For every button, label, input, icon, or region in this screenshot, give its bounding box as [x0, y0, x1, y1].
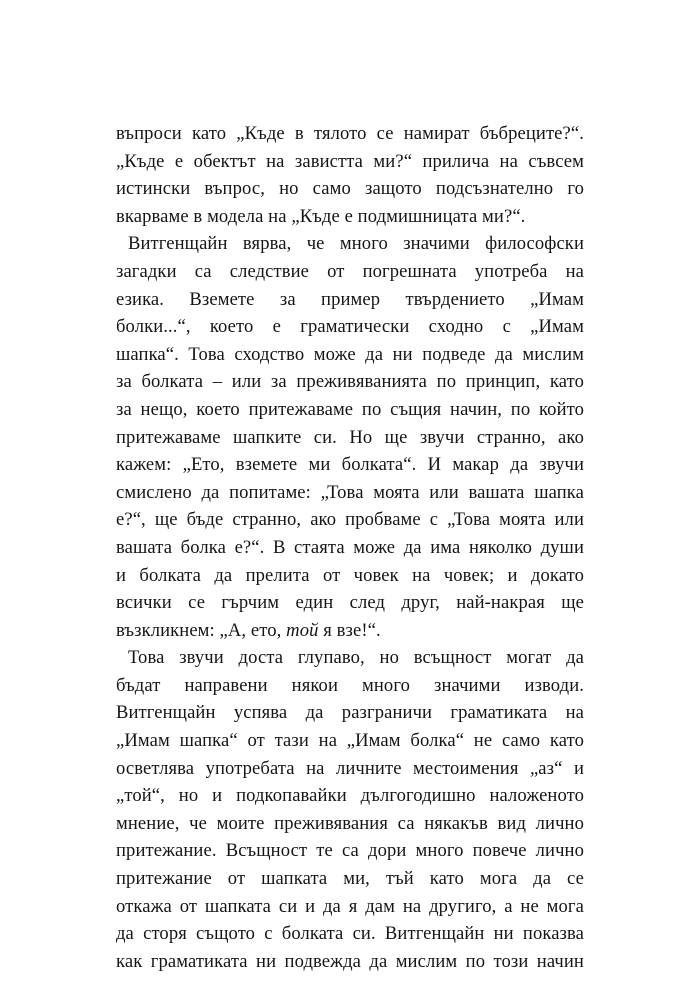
text-line: и болката да прелита от човек на човек; и докато	[116, 564, 584, 586]
text-line: „той“, но и подкопавайки дългогодишно наложеното	[116, 785, 584, 807]
text-segment: възкликнем: „А, ето,	[116, 619, 287, 641]
text-line: е?“, ще бъде странно, ако пробваме с „Това моята или	[116, 509, 584, 531]
text-line: смислено да попитаме: „Това моята или вашата шапка	[116, 481, 584, 503]
text-line: „Къде е обектът на завистта ми?“ прилича на съвсем	[116, 150, 584, 172]
text-line: за болката – или за преживяванията по принцип, като	[116, 371, 584, 393]
text-line: за нещо, което притежаваме по същия начин, по който	[116, 398, 584, 420]
text-line: загадки са следствие от погрешната употреба на	[116, 260, 584, 282]
text-line	[116, 617, 584, 645]
text-line: притежание. Всъщност те са дори много повече лично	[116, 840, 584, 862]
italic-word: той	[286, 619, 319, 641]
text-line: шапка“. Това сходство може да ни подведе да мислим	[116, 343, 584, 365]
text-line: истински въпрос, но само защото подсъзнателно го	[116, 178, 584, 200]
text-line: въпроси като „Къде в тялото се намират бъбреците?“.	[116, 123, 584, 144]
text-line: кажем: „Ето, вземете ми болката“. И макар да звучи	[116, 454, 584, 476]
body-text	[116, 120, 584, 975]
text-line: притежание от шапката ми, тъй като мога да се	[116, 868, 584, 890]
text-line: болки...“, което е граматически сходно с „Имам	[116, 316, 584, 338]
text-line: бъдат направени някои много значими изводи.	[116, 674, 584, 696]
text-line: „Имам шапка“ от тази на „Имам болка“ не само като	[116, 730, 584, 752]
text-line: Това звучи доста глупаво, но всъщност могат да	[128, 647, 584, 669]
text-line: откажа от шапката си и да я дам на другиго, а не мога	[116, 895, 584, 917]
text-line: притежаваме шапките си. Но ще звучи странно, ако	[116, 426, 584, 448]
text-line: вкарваме в модела на „Къде е подмишницата ми?“.	[116, 205, 526, 227]
text-line: да сторя същото с болката си. Витгенщайн ни показва	[116, 923, 584, 945]
text-line: как граматиката ни подвежда да мислим по този начин	[116, 950, 584, 972]
text-segment: я взе!“.	[318, 619, 381, 641]
text-line: мнение, че моите преживявания са някакъв вид лично	[116, 812, 584, 834]
text-line: всички се гърчим един след друг, най-накрая ще	[116, 592, 584, 614]
text-line: осветлява употребата на личните местоимения „аз“ и	[116, 757, 584, 779]
text-line: Витгенщайн вярва, че много значими философски	[128, 233, 584, 255]
text-line: езика. Вземете за пример твърдението „Имам	[116, 288, 584, 310]
text-line: вашата болка е?“. В стаята може да има няколко души	[116, 536, 584, 558]
text-line: Витгенщайн успява да разграничи граматиката на	[116, 702, 584, 724]
